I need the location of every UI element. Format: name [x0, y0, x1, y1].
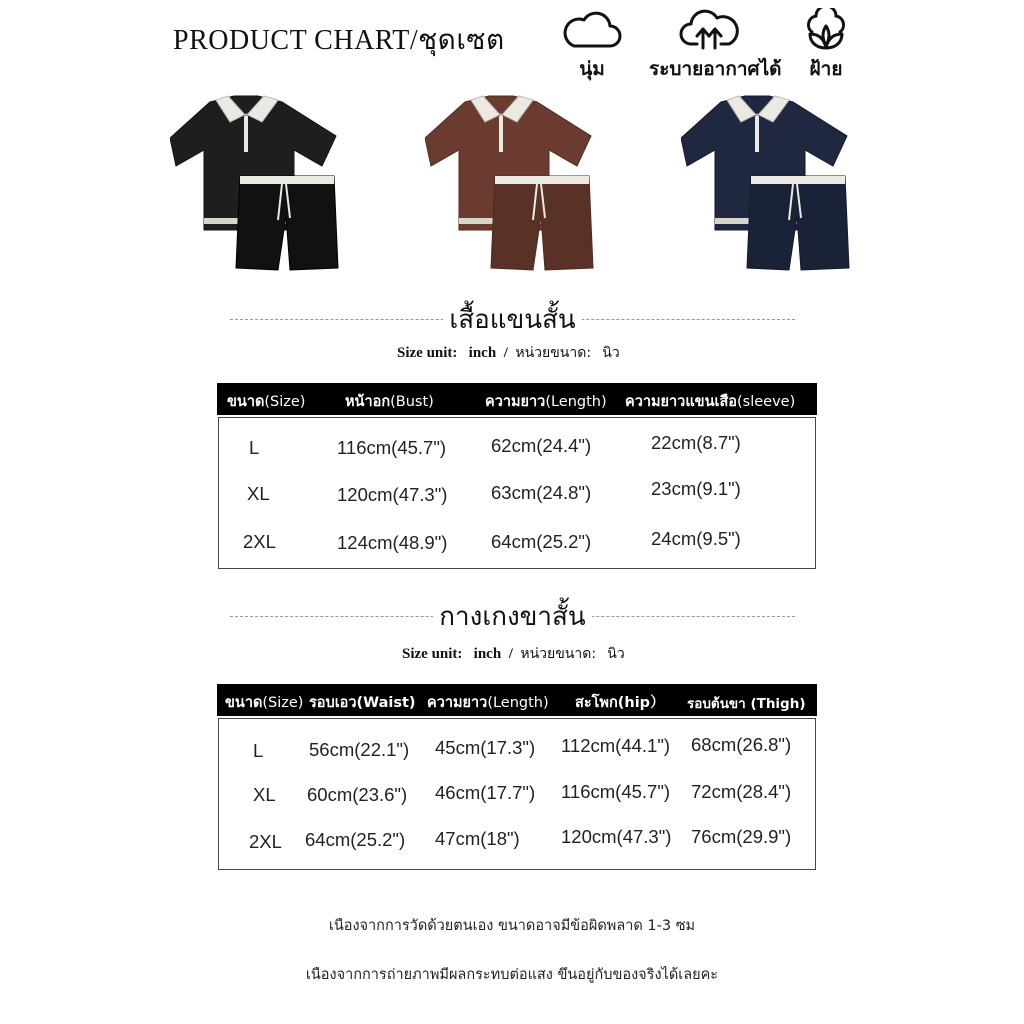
table-cell: 68cm(26.8") — [691, 734, 792, 755]
table-cell: 45cm(17.3") — [435, 737, 536, 758]
table-cell: XL — [253, 784, 276, 805]
table-cell: 120cm(47.3") — [337, 484, 448, 505]
shirt-table-header — [217, 383, 817, 415]
product-image-black — [170, 92, 340, 278]
header-bust: หน้าอก(Bust) — [345, 394, 434, 410]
feature-label-breathable: ระบายอากาศได้ — [649, 58, 782, 80]
unit-separator: / — [503, 345, 508, 361]
table-cell: 63cm(24.8") — [491, 482, 592, 503]
feature-label-cotton: ฝ้าย — [809, 58, 843, 80]
table-cell: 64cm(25.2") — [491, 531, 592, 552]
feature-label-soft: นุ่ม — [579, 58, 605, 80]
measurement-note: เนืองจากการวัดด้วยตนเอง ขนาดอาจมีข้อผิดพลาด 1-3 ซม — [328, 918, 696, 934]
table-cell: 2XL — [249, 831, 282, 852]
table-cell: 62cm(24.4") — [491, 435, 592, 456]
table-cell: 22cm(8.7") — [651, 432, 741, 453]
unit-separator: / — [508, 646, 513, 662]
table-cell: 23cm(9.1") — [651, 478, 741, 499]
pants-section-heading — [230, 596, 795, 636]
header-size: ขนาด(Size) — [227, 394, 306, 410]
feature-cotton — [771, 8, 881, 84]
shirt-size-unit — [397, 342, 620, 364]
table-cell: L — [253, 740, 264, 761]
feature-breathable — [649, 8, 782, 84]
pants-table-body — [218, 718, 816, 870]
table-cell: 64cm(25.2") — [305, 829, 406, 850]
table-cell: L — [249, 437, 260, 458]
header-thigh: รอบต้นขา (Thigh) — [687, 696, 806, 712]
table-cell: 116cm(45.7") — [337, 437, 447, 458]
table-cell: 120cm(47.3") — [561, 826, 672, 847]
table-cell: 72cm(28.4") — [691, 781, 792, 802]
unit-thai-label: หน่วยขนาด: — [520, 646, 597, 662]
cotton-flower-icon — [794, 8, 858, 52]
unit-value: inch — [468, 345, 497, 361]
table-cell: 47cm(18") — [435, 828, 520, 849]
pants-section-title: กางเกงขาสั้น — [433, 602, 591, 632]
unit-value: inch — [473, 646, 502, 662]
product-image-navy — [681, 92, 851, 278]
feature-soft — [537, 8, 647, 84]
header-length: ความยาว(Length) — [485, 394, 607, 410]
page-title: PRODUCT CHART/ชุดเซต — [173, 25, 505, 56]
product-image-brown — [425, 92, 595, 278]
photo-note: เนืองจากการถ่ายภาพมีผลกระทบต่อแสง ขึนอยู่กับของจริงได้เลยคะ — [305, 967, 719, 983]
table-cell: XL — [247, 483, 270, 504]
table-cell: 112cm(44.1") — [561, 735, 671, 756]
table-cell: 2XL — [243, 531, 276, 552]
table-cell: 76cm(29.9") — [691, 826, 792, 847]
table-cell: 46cm(17.7") — [435, 782, 536, 803]
header-length: ความยาว(Length) — [427, 695, 549, 711]
header-hip: สะโพก(hip） — [575, 695, 665, 711]
unit-thai-label: หน่วยขนาด: — [515, 345, 592, 361]
header-sleeve: ความยาวแขนเสือ(sleeve) — [625, 394, 796, 410]
table-cell: 56cm(22.1") — [309, 739, 410, 760]
unit-thai-value: นิว — [602, 345, 620, 361]
cloud-arrows-icon — [677, 8, 741, 52]
pants-size-unit — [402, 643, 625, 665]
cloud-icon — [560, 8, 624, 52]
pants-table-header — [217, 684, 817, 716]
header-size: ขนาด(Size) — [225, 695, 304, 711]
header-waist: รอบเอว(Waist) — [309, 695, 416, 711]
shirt-section-heading — [230, 299, 795, 339]
table-cell: 60cm(23.6") — [307, 784, 408, 805]
shirt-table-body — [218, 417, 816, 569]
table-cell: 116cm(45.7") — [561, 781, 671, 802]
unit-label: Size unit: — [397, 345, 458, 361]
table-cell: 24cm(9.5") — [651, 528, 741, 549]
unit-thai-value: นิว — [607, 646, 625, 662]
table-cell: 124cm(48.9") — [337, 532, 448, 553]
shirt-section-title: เสื้อแขนสั้น — [443, 305, 581, 335]
unit-label: Size unit: — [402, 646, 463, 662]
